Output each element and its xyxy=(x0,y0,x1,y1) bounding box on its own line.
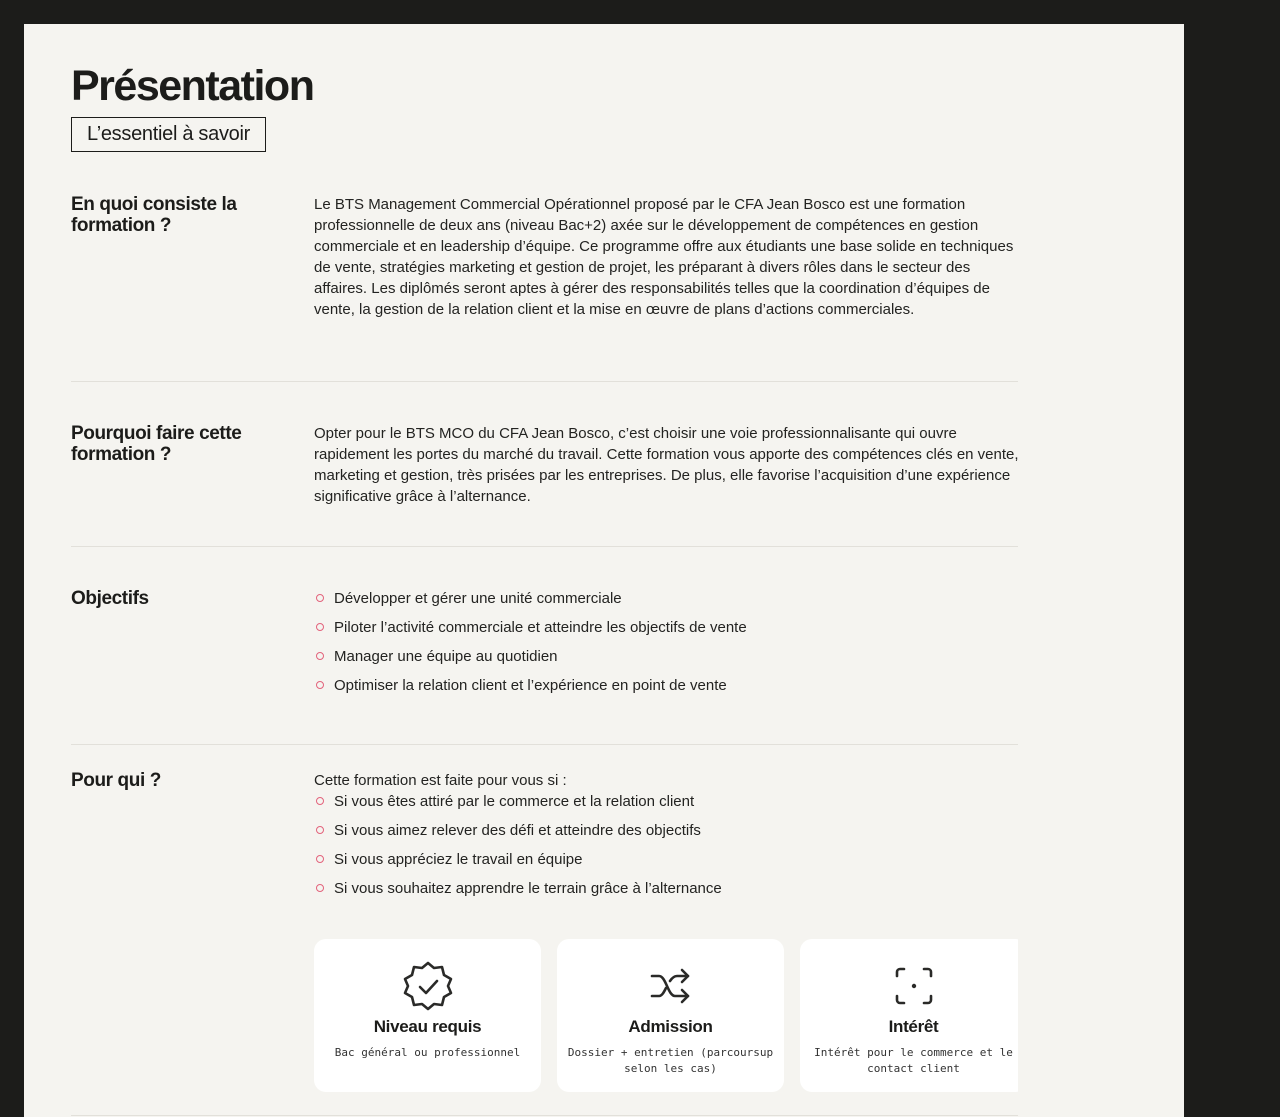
list-item xyxy=(314,791,1019,820)
section-heading-pourquoi: Pourquoi faire cette formation ? xyxy=(71,423,242,465)
section-text-pourquoi: Opter pour le BTS MCO du CFA Jean Bosco, c’est choisir une voie professionnalisante qui ouvre rapidement les portes du marché du travail. Cette formation vous apporte des compétences clés en vente, marketing et gestion, très prisées par les entreprises. De plus, elle favorise l’acquisition d’une expérience significative grâce à l’alternance. xyxy=(314,425,1019,505)
objectifs-list xyxy=(314,588,1019,704)
list-item-text: Si vous aimez relever des défi et atteindre des objectifs xyxy=(334,822,701,839)
bullet-icon xyxy=(316,884,324,892)
list-item xyxy=(314,878,1019,907)
pour-qui-intro: Cette formation est faite pour vous si : xyxy=(314,772,567,789)
list-item-text: Si vous êtes attiré par le commerce et la relation client xyxy=(334,793,695,810)
list-item xyxy=(314,820,1019,849)
card-description: Intérêt pour le commerce et le contact client xyxy=(814,1046,1013,1075)
list-item-text: Optimiser la relation client et l’expérience en point de vente xyxy=(334,677,727,694)
section-divider xyxy=(71,546,1018,547)
bullet-icon xyxy=(316,594,324,602)
card-interet xyxy=(800,939,1018,1092)
shuffle-icon xyxy=(644,959,698,1013)
section-divider xyxy=(71,381,1018,382)
list-item xyxy=(314,646,1019,675)
card-niveau-requis xyxy=(314,939,541,1092)
list-item xyxy=(314,675,1019,704)
list-item-text: Manager une équipe au quotidien xyxy=(334,648,558,665)
list-item-text: Piloter l’activité commerciale et atteindre les objectifs de vente xyxy=(334,619,747,636)
bullet-icon xyxy=(316,826,324,834)
bullet-icon xyxy=(316,623,324,631)
list-item xyxy=(314,588,1019,617)
section-divider xyxy=(71,744,1018,745)
list-item xyxy=(314,849,1019,878)
card-description: Dossier + entretien (parcoursup selon les cas) xyxy=(567,1046,774,1075)
info-cards xyxy=(314,939,1018,1092)
card-title: Niveau requis xyxy=(373,1017,482,1036)
essentials-tag: L’essentiel à savoir xyxy=(71,117,266,152)
card-admission xyxy=(557,939,784,1092)
card-title: Intérêt xyxy=(888,1017,939,1036)
list-item-text: Si vous appréciez le travail en équipe xyxy=(334,851,583,868)
page-title: Présentation xyxy=(71,62,314,110)
presentation-panel xyxy=(24,24,1184,1117)
bullet-icon xyxy=(316,855,324,863)
card-description: Bac général ou professionnel xyxy=(334,1046,521,1059)
section-text-formation: Le BTS Management Commercial Opérationnel proposé par le CFA Jean Bosco est une formation professionnelle de deux ans (niveau Bac+2) axée sur le développement de compétences en gestion commerciale et en leadership d’équipe. Ce programme offre aux étudiants une base solide en techniques de vente, stratégies marketing et gestion de projet, les préparant à divers rôles dans le secteur des affaires. Les diplômés seront aptes à gérer des responsabilités telles que la coordination d’équipes de vente, la gestion de la relation client et la mise en œuvre de plans d’actions commerciales. xyxy=(314,196,1014,318)
badge-check-icon xyxy=(401,959,455,1013)
bullet-icon xyxy=(316,797,324,805)
section-heading-pour-qui: Pour qui ? xyxy=(71,770,161,791)
list-item-text: Développer et gérer une unité commerciale xyxy=(334,590,622,607)
pour-qui-list xyxy=(314,791,1019,907)
bullet-icon xyxy=(316,681,324,689)
card-title: Admission xyxy=(628,1017,713,1036)
section-heading-formation: En quoi consiste la formation ? xyxy=(71,194,237,236)
section-divider xyxy=(71,1115,1018,1116)
list-item-text: Si vous souhaitez apprendre le terrain grâce à l’alternance xyxy=(334,880,722,897)
bullet-icon xyxy=(316,652,324,660)
list-item xyxy=(314,617,1019,646)
section-heading-objectifs: Objectifs xyxy=(71,588,149,609)
focus-icon xyxy=(887,959,941,1013)
